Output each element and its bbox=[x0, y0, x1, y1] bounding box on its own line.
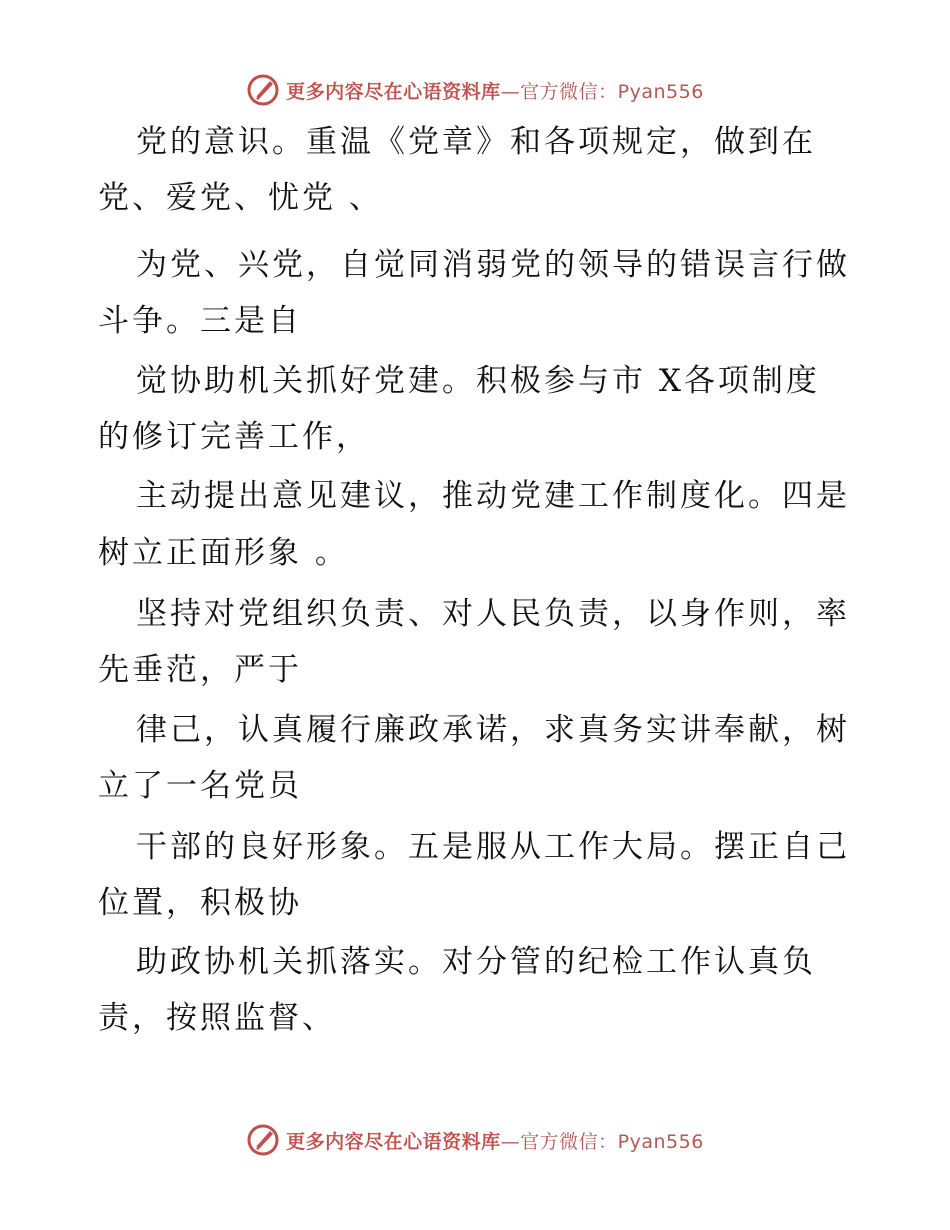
body-line: 的修订完善工作， bbox=[98, 419, 370, 455]
body-line: 先垂范，严于 bbox=[98, 652, 302, 688]
body-line: 树立正面形象 。 bbox=[98, 535, 349, 571]
body-line: 觉协助机关抓好党建。积极参与市 X各项制度 bbox=[136, 363, 820, 399]
watermark-text bbox=[286, 77, 704, 104]
quill-logo-icon bbox=[246, 1123, 280, 1157]
body-line: 主动提出意见建议，推动党建工作制度化。四是 bbox=[136, 478, 850, 514]
body-line: 律己，认真履行廉政承诺，求真务实讲奉献，树 bbox=[136, 712, 850, 748]
body-line: 位置，积极协 bbox=[98, 885, 302, 921]
watermark-plain-text: —官方微信：Pyan556 bbox=[500, 1130, 704, 1153]
watermark-bold-text: 更多内容尽在心语资料库 bbox=[286, 1130, 501, 1153]
body-line: 干部的良好形象。五是服从工作大局。摆正自己 bbox=[136, 829, 850, 865]
body-line: 责，按照监督、 bbox=[98, 1000, 336, 1036]
header-watermark bbox=[0, 70, 950, 110]
watermark-plain-text: —官方微信：Pyan556 bbox=[500, 80, 704, 103]
watermark-text bbox=[286, 1127, 704, 1154]
body-line: 党的意识。重温《党章》和各项规定，做到在 bbox=[136, 124, 816, 160]
body-line: 党、爱党、忧党 、 bbox=[98, 180, 383, 216]
body-line: 坚持对党组织负责、对人民负责，以身作则，率 bbox=[136, 596, 850, 632]
body-line: 为党、兴党，自觉同消弱党的领导的错误言行做 bbox=[136, 247, 850, 283]
body-line: 斗争。三是自 bbox=[98, 303, 302, 339]
body-line: 助政协机关抓落实。对分管的纪检工作认真负 bbox=[136, 944, 816, 980]
body-line: 立了一名党员 bbox=[98, 768, 302, 804]
quill-logo-icon bbox=[246, 73, 280, 107]
footer-watermark bbox=[0, 1120, 950, 1160]
watermark-bold-text: 更多内容尽在心语资料库 bbox=[286, 80, 501, 103]
